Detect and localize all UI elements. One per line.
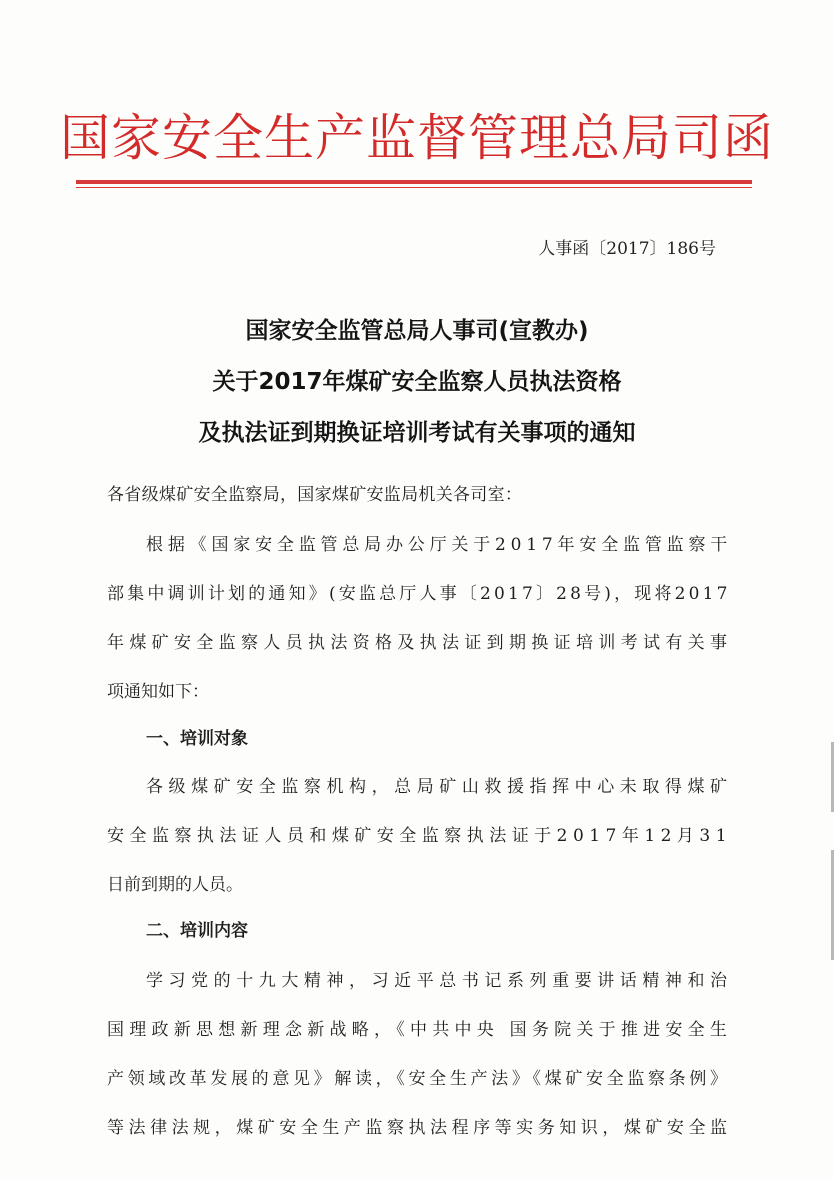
title-line-2: 关于2017年煤矿安全监察人员执法资格 xyxy=(212,369,622,395)
document-number: 人事函〔2017〕186号 xyxy=(538,239,716,259)
section-1-heading: 一、培训对象 xyxy=(146,729,248,749)
title-line-1: 国家安全监管总局人事司(宣教办) xyxy=(245,318,589,344)
letterhead-title: 国家安全生产监督管理总局司函 xyxy=(60,109,774,167)
section-1-line-2: 安全监察执法证人员和煤矿安全监察执法证于2017年12月31 xyxy=(107,826,733,846)
letterhead-rule-thin xyxy=(76,187,752,188)
section-2-line-3: 产领域改革发展的意见》解读，《安全生产法》《煤矿安全监察条例》 xyxy=(107,1069,731,1089)
letterhead-rule-thick xyxy=(76,180,752,184)
intro-line-3: 年煤矿安全监察人员执法资格及执法证到期换证培训考试有关事 xyxy=(107,633,733,653)
section-2-line-2: 国理政新思想新理念新战略，《中共中央 国务院关于推进安全生 xyxy=(107,1020,733,1040)
section-2-line-1: 学习党的十九大精神，习近平总书记系列重要讲话精神和治 xyxy=(146,971,733,991)
salutation: 各省级煤矿安全监察局，国家煤矿安监局机关各司室： xyxy=(107,485,523,505)
section-1-line-3: 日前到期的人员。 xyxy=(107,875,243,895)
intro-line-2: 部集中调训计划的通知》(安监总厅人事〔2017〕28号)，现将2017 xyxy=(107,584,731,604)
title-line-3: 及执法证到期换证培训考试有关事项的通知 xyxy=(198,420,636,446)
section-2-heading: 二、培训内容 xyxy=(146,921,248,941)
section-1-line-1: 各级煤矿安全监察机构，总局矿山救援指挥中心未取得煤矿 xyxy=(146,777,733,797)
intro-line-4: 项通知如下： xyxy=(107,682,209,702)
intro-line-1: 根据《国家安全监管总局办公厅关于2017年安全监管监察干 xyxy=(146,535,733,555)
section-2-line-4: 等法律法规，煤矿安全生产监察执法程序等实务知识，煤矿安全监 xyxy=(107,1118,732,1138)
